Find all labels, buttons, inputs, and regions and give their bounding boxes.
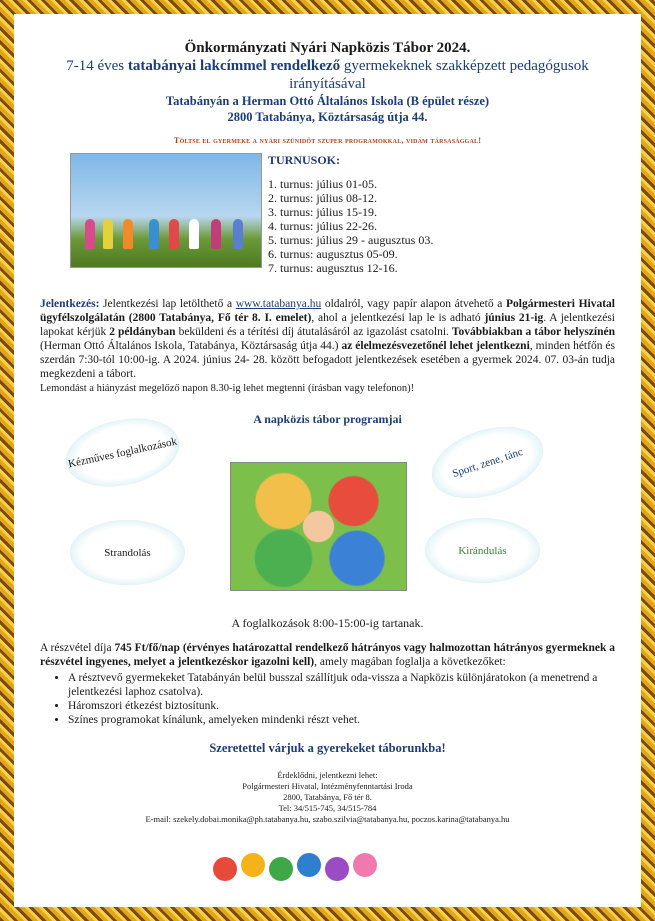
turnus-item: 6. turnus: augusztus 05-09. [268,247,398,261]
cloud-sport: Sport, zene, tánc [423,414,552,511]
child-figure [169,219,179,249]
contact-block: Érdeklődni, jelentkezni lehet: Polgármesteri Hivatal, Intézményfenntartási Iroda 2800, Tatabánya, Fő tér 8. Tel: 34/515-745, 34/515-784 E-mail: szekely.dobai.monika@ph.tatabanya.hu, szabo.szilvia@tatabanya.hu, poczos.karina@tatabanya.hu [40,770,615,825]
turnus-item: 4. turnus: július 22-26. [268,219,378,233]
tagline: Töltse el gyermeke a nyári szünidőt szuper programokkal, vidám társasággal! [173,135,482,145]
child-figure [103,219,113,249]
cloud-crafts: Kézműves foglalkozások [59,409,185,496]
location-line-2: 2800 Tatabánya, Köztársaság útja 44. [227,110,428,124]
location-line-1: Tatabányán a Herman Ottó Általános Iskola (B épület része) [165,94,490,108]
turnus-item: 7. turnus: augusztus 12-16. [268,261,398,275]
hours-note: A foglalkozások 8:00-15:00-ig tartanak. [231,616,424,630]
child-figure [149,219,159,249]
closing-line: Szeretettel várjuk a gyerekeket táborunkba! [209,741,446,755]
email-line: E-mail: szekely.dobai.monika@ph.tatabanya.hu, szabo.szilvia@tatabanya.hu, poczos.karina@tatabanya.hu [145,814,510,824]
turnus-item: 3. turnus: július 15-19. [268,205,378,219]
registration-paragraph: Jelentkezés: Jelentkezési lap letölthető a www.tatabanya.hu oldalról, vagy papír alapon átvehető a Polgármesteri Hivatal ügyfélszolgálatán (2800 Tatabánya, Fő tér 8. I. emelet), ahol a jelentkezési lap le is adható június 21-ig. A jelentkezési lapokat kérjük 2 példányban beküldeni és a térítési díj átutalásáról az igazolást csatolni. Továbbiakban a tábor helyszínén (Herman Ottó Általános Iskola, Tatabánya, Köztársaság útja 44.) az élelmezésvezetőnél lehet jelentkezni, minden hétfőn és szerdán 7:30-tól 10:00-ig. A 2024. június 24- 28. között befogadott jelentkezések esetében a gyermek 2024. 07. 03-án tudja megkezdeni a tábort. Lemondást a hiányzást megelőző napon 8.30-ig lehet megtenni (írásban vagy telefonon)! [40,298,615,394]
turnus-section [40,153,615,283]
list-item: • Háromszori étkezést biztosítunk. [68,699,615,713]
cancellation-note: Lemondást a hiányzást megelőző napon 8.30-ig lehet megtenni (írásban vagy telefonon)! [40,383,415,394]
turnus-item: 1. turnus: július 01-05. [268,177,378,191]
program-title: A napközis tábor programjai [253,412,402,426]
flyer-subtitle: 7-14 éves tatabányai lakcímmel rendelkező gyermekeknek szakképzett pedagógusok irányításával [66,58,589,92]
jumping-children-photo [70,153,262,268]
flyer-title: Önkormányzati Nyári Napközis Tábor 2024. [184,40,471,56]
turnus-item: 5. turnus: július 29 - augusztus 03. [268,233,434,247]
child-figure [233,219,243,249]
list-item: • A résztvevő gyermekeket Tatabányán belül busszal szállítjuk oda-vissza a Napközis különjáratokon (a menetrend a jelentkezési laphoz csatolva). [68,671,615,699]
list-item: • Színes programokat kínálunk, amelyeken mindenki részt vehet. [68,713,615,727]
child-figure [85,219,95,249]
child-figure [189,219,199,249]
cloud-beach: Strandolás [70,520,185,585]
fee-paragraph: A részvétel díja 745 Ft/fő/nap (érvényes határozattal rendelkező hátrányos vagy halmozottan hátrányos gyermeknek a részvétel ingyenes, melyet a jelentkezéskor igazolni kell), amely magában foglalja a következőket: [40,642,615,668]
child-figure [211,219,221,249]
fee-includes-list [40,671,615,727]
program-section [40,410,615,610]
painted-hands-illustration [205,845,385,889]
turnus-item: 2. turnus: július 08-12. [268,191,378,205]
child-figure [123,219,133,249]
flyer-content [40,40,615,825]
children-circle-photo [230,462,407,591]
website-link[interactable]: www.tatabanya.hu [235,298,322,310]
turnus-heading: TURNUSOK: [268,153,341,167]
turnus-list [268,153,433,275]
cloud-excursion: Kirándulás [425,518,540,583]
